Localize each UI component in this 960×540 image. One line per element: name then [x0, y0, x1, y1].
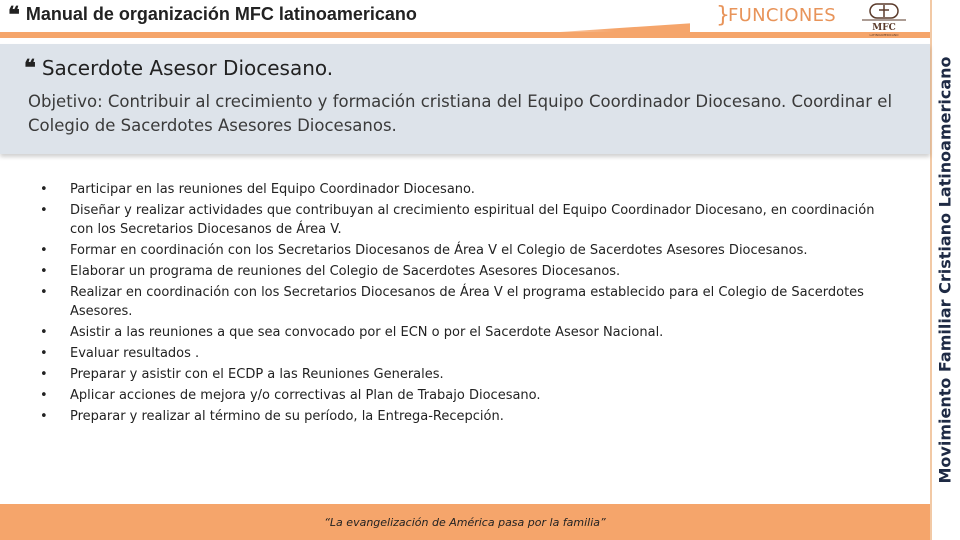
objective-text: Objetivo: Contribuir al crecimiento y formación cristiana del Equipo Coordinador Diocesano. Coordinar el Colegio de Sacerdotes Asesores Diocesanos.	[28, 92, 893, 135]
document-title: Manual de organización MFC latinoamericano	[25, 4, 417, 24]
footer-bar	[0, 504, 930, 540]
list-item	[40, 344, 880, 363]
footer-quote: “La evangelización de América pasa por la familia”	[324, 516, 606, 529]
function-text: Diseñar y realizar actividades que contribuyan al crecimiento espiritual del Equipo Coordinador Diocesano, en coordinación con los Secretarios Diocesanos de Área V.	[70, 203, 875, 237]
function-text: Aplicar acciones de mejora y/o correctivas al Plan de Trabajo Diocesano.	[70, 388, 541, 403]
list-item	[40, 386, 880, 405]
list-item	[40, 365, 880, 384]
list-item	[40, 407, 880, 426]
function-text: Participar en las reuniones del Equipo Coordinador Diocesano.	[70, 182, 475, 197]
bullet-icon: •	[40, 388, 48, 403]
list-item	[40, 323, 880, 342]
bullet-icon: •	[40, 346, 48, 361]
bullet-icon: •	[40, 264, 48, 279]
functions-list	[40, 180, 880, 428]
function-text: Asistir a las reuniones a que sea convocado por el ECN o por el Sacerdote Asesor Nacional.	[70, 325, 664, 340]
function-text: Elaborar un programa de reuniones del Colegio de Sacerdotes Asesores Diocesanos.	[70, 264, 621, 279]
bullet-icon: •	[40, 243, 48, 258]
function-text: Realizar en coordinación con los Secretarios Diocesanos de Área V el programa establecido para el Colegio de Sacerdotes Asesores.	[70, 285, 864, 319]
function-text: Preparar y asistir con el ECDP a las Reuniones Generales.	[70, 367, 444, 382]
section-brace: }	[716, 3, 730, 28]
objective-panel	[0, 44, 930, 154]
logo-label: MFC	[872, 23, 896, 33]
quote-icon: ❝	[24, 55, 36, 81]
bullet-icon: •	[40, 367, 48, 382]
function-text: Evaluar resultados .	[70, 346, 200, 361]
list-item	[40, 201, 880, 239]
church-logo-icon	[858, 2, 910, 38]
organization-name-vertical: Movimiento Familiar Cristiano Latinoamericano	[935, 56, 955, 484]
header-title	[8, 1, 417, 28]
bullet-icon: •	[40, 325, 48, 340]
bullet-icon: •	[40, 182, 48, 197]
list-item	[40, 283, 880, 321]
list-item	[40, 241, 880, 260]
role-title: Sacerdote Asesor Diocesano.	[41, 56, 334, 80]
section-tab	[690, 0, 850, 32]
logo-caption: LATINOAMERICANO	[869, 33, 899, 37]
bullet-icon: •	[40, 285, 48, 300]
role-heading	[24, 56, 333, 80]
list-item	[40, 262, 880, 281]
list-item	[40, 180, 880, 199]
section-label: FUNCIONES	[728, 5, 837, 26]
function-text: Formar en coordinación con los Secretarios Diocesanos de Área V el Colegio de Sacerdotes Asesores Diocesanos.	[70, 243, 808, 258]
bullet-icon: •	[40, 409, 48, 424]
quote-icon: ❝	[8, 1, 20, 28]
header-accent-strip	[0, 32, 930, 38]
function-text: Preparar y realizar al término de su período, la Entrega-Recepción.	[70, 409, 504, 424]
bullet-icon: •	[40, 203, 48, 218]
